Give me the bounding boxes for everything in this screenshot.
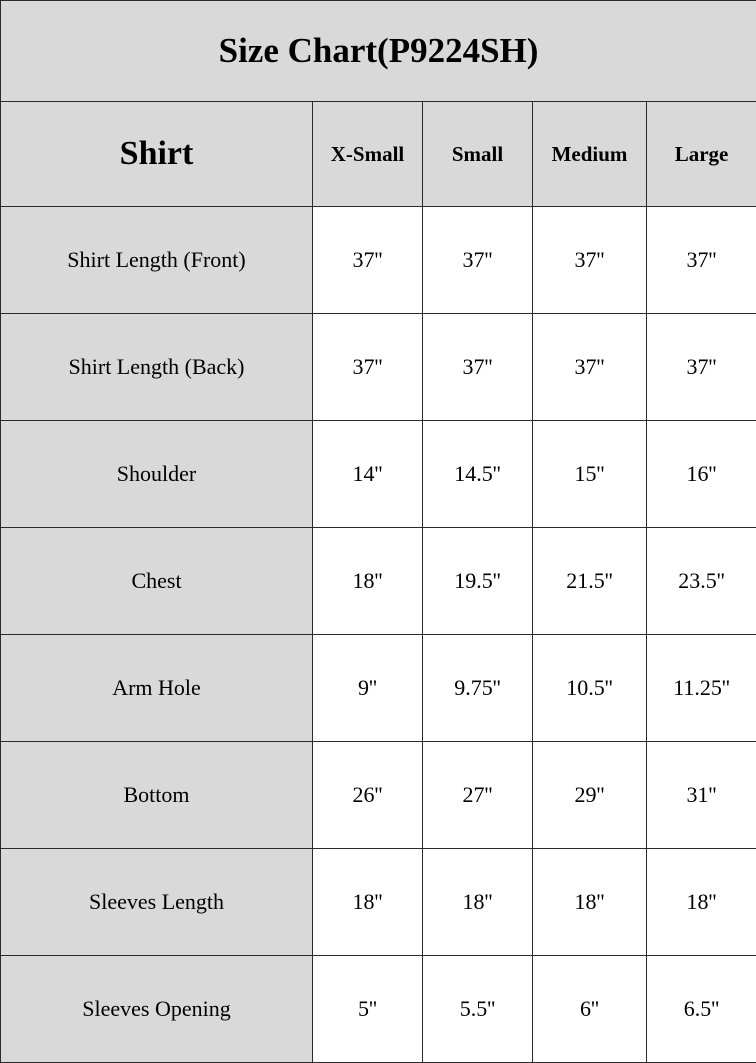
row-label-arm-hole: Arm Hole (1, 635, 313, 742)
header-row (1, 102, 756, 207)
cell-shirt-length-back-small: 37'' (423, 314, 533, 421)
row-label-shirt-length-back: Shirt Length (Back) (1, 314, 313, 421)
page-title: Size Chart(P9224SH) (1, 1, 756, 102)
cell-bottom-small: 27'' (423, 742, 533, 849)
cell-shoulder-small: 14.5'' (423, 421, 533, 528)
cell-bottom-medium: 29'' (533, 742, 647, 849)
row-label-sleeves-length: Sleeves Length (1, 849, 313, 956)
column-header-medium: Medium (533, 102, 647, 207)
cell-shirt-length-back-large: 37'' (647, 314, 756, 421)
table-row (1, 421, 756, 528)
cell-sleeves-opening-large: 6.5'' (647, 956, 756, 1063)
cell-shoulder-medium: 15'' (533, 421, 647, 528)
cell-arm-hole-x-small: 9'' (313, 635, 423, 742)
cell-sleeves-length-medium: 18'' (533, 849, 647, 956)
cell-sleeves-length-large: 18'' (647, 849, 756, 956)
cell-sleeves-length-x-small: 18'' (313, 849, 423, 956)
cell-bottom-large: 31'' (647, 742, 756, 849)
cell-arm-hole-medium: 10.5'' (533, 635, 647, 742)
table-row (1, 742, 756, 849)
cell-sleeves-opening-medium: 6'' (533, 956, 647, 1063)
cell-shoulder-x-small: 14'' (313, 421, 423, 528)
table-row (1, 528, 756, 635)
table-corner-label: Shirt (1, 102, 313, 207)
cell-shirt-length-front-medium: 37'' (533, 207, 647, 314)
cell-sleeves-opening-x-small: 5'' (313, 956, 423, 1063)
table-row (1, 956, 756, 1063)
cell-bottom-x-small: 26'' (313, 742, 423, 849)
cell-arm-hole-large: 11.25'' (647, 635, 756, 742)
cell-chest-large: 23.5'' (647, 528, 756, 635)
title-row (1, 1, 756, 102)
cell-shirt-length-front-small: 37'' (423, 207, 533, 314)
cell-shirt-length-front-x-small: 37'' (313, 207, 423, 314)
table-row (1, 207, 756, 314)
table-row (1, 314, 756, 421)
cell-shirt-length-back-x-small: 37'' (313, 314, 423, 421)
table-row (1, 635, 756, 742)
table-row (1, 849, 756, 956)
cell-chest-medium: 21.5'' (533, 528, 647, 635)
column-header-large: Large (647, 102, 756, 207)
cell-shoulder-large: 16'' (647, 421, 756, 528)
cell-chest-x-small: 18'' (313, 528, 423, 635)
cell-chest-small: 19.5'' (423, 528, 533, 635)
cell-shirt-length-back-medium: 37'' (533, 314, 647, 421)
row-label-shirt-length-front: Shirt Length (Front) (1, 207, 313, 314)
row-label-chest: Chest (1, 528, 313, 635)
cell-shirt-length-front-large: 37'' (647, 207, 756, 314)
cell-sleeves-length-small: 18'' (423, 849, 533, 956)
cell-sleeves-opening-small: 5.5'' (423, 956, 533, 1063)
cell-arm-hole-small: 9.75'' (423, 635, 533, 742)
row-label-bottom: Bottom (1, 742, 313, 849)
row-label-sleeves-opening: Sleeves Opening (1, 956, 313, 1063)
column-header-small: Small (423, 102, 533, 207)
row-label-shoulder: Shoulder (1, 421, 313, 528)
column-header-x-small: X-Small (313, 102, 423, 207)
